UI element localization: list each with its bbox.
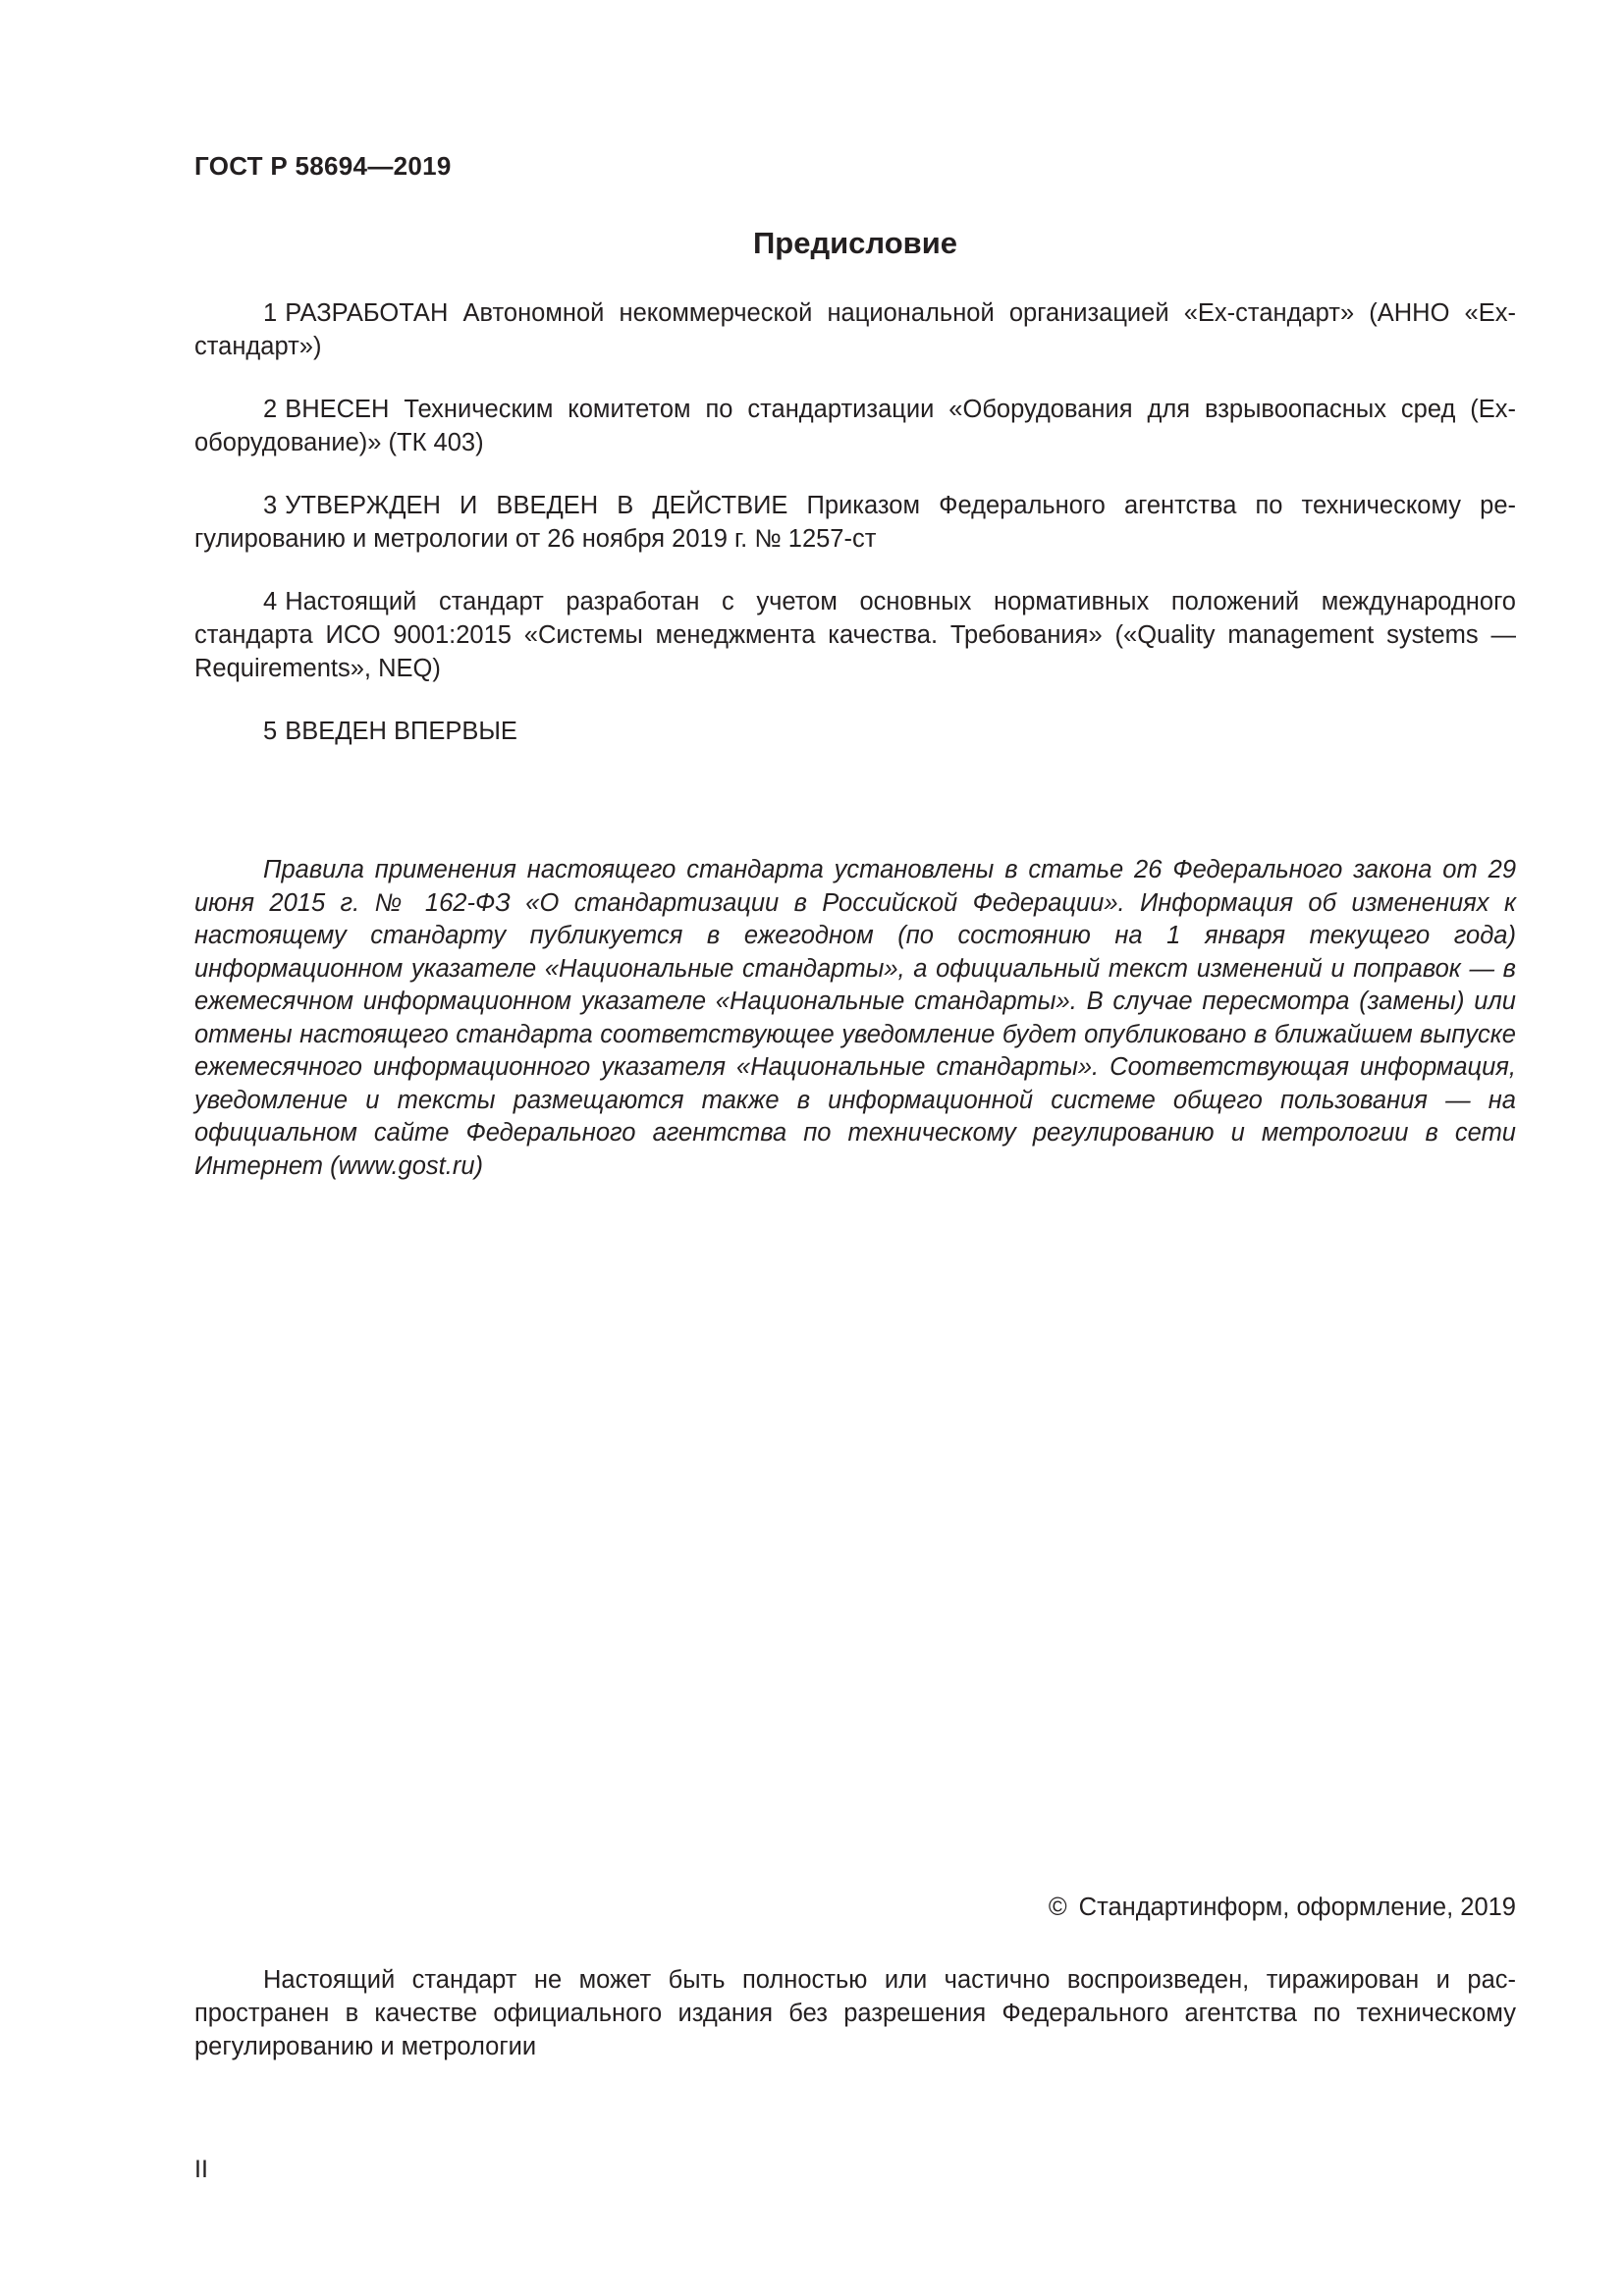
reproduction-notice: Настоящий стандарт не может быть полностью или частично воспроизведен, тиражирован и распространен в качестве официального издания без разрешения Федерального агентства по техническому регулированию и метрологии	[194, 1966, 1516, 2060]
copyright-icon: ©	[1048, 1894, 1067, 1921]
preface-item-1	[194, 296, 1516, 363]
item-text: ВВЕДЕН ВПЕРВЫЕ	[285, 718, 517, 745]
copyright-line	[1049, 1891, 1516, 1924]
preface-title: Предисловие	[752, 226, 957, 260]
item-number: 4	[263, 588, 278, 615]
item-text: РАЗРАБОТАН Автономной некоммерческой национальной организацией «Ех-стандарт» (АННО «Ех-стандарт»)	[194, 299, 1516, 360]
item-text: УТВЕРЖДЕН И ВВЕДЕН В ДЕЙСТВИЕ Приказом Федерального агентства по техническому регулированию и метрологии от 26 ноября 2019 г. № 1257-ст	[194, 492, 1516, 553]
preface-items-list	[194, 296, 1516, 777]
preface-item-2	[194, 393, 1516, 459]
application-rules-paragraph: Правила применения настоящего стандарта установлены в статье 26 Федерального закона от 29 июня 2015 г. № 162-ФЗ «О стандартизации в Российской Федерации». Информация об изменениях к настоящему стандарту публикуется в ежегодном (по состоянию на 1 января текущего года) информационном указателе «Национальные стандарты», а официальный текст изменений и поправок — в ежемесячном информационном указателе «Национальные стандарты». В случае пересмотра (замены) или отмены настоящего стандарта соответствующее уведомление будет опубликовано в ближайшем выпуске ежемесячного информационного указателя «Национальные стандарты». Соответствующая информация, уведомление и тексты размещаются также в информационной системе общего пользования — на официальном сайте Федерального агентства по техническому регулированию и метрологии в сети Интернет (www.gost.ru)	[194, 856, 1516, 1180]
item-number: 2	[263, 396, 278, 423]
item-text: Настоящий стандарт разработан с учетом основных нормативных положений международного стандарта ИСО 9001:2015 «Системы менеджмента качества. Требования» («Quality management systems — Requirements», NEQ)	[194, 588, 1516, 682]
item-number: 3	[263, 492, 278, 519]
preface-item-3	[194, 489, 1516, 556]
preface-item-5	[194, 715, 1516, 748]
copyright-text: Стандартинформ, оформление, 2019	[1078, 1894, 1516, 1921]
item-number: 1	[263, 299, 278, 327]
preface-item-4	[194, 585, 1516, 685]
document-code: ГОСТ Р 58694—2019	[194, 151, 452, 181]
item-number: 5	[263, 718, 278, 745]
page-number: II	[194, 2156, 208, 2183]
item-text: ВНЕСЕН Техническим комитетом по стандартизации «Оборудования для взрывоопасных сред (Ех-оборудование)» (ТК 403)	[194, 396, 1516, 456]
